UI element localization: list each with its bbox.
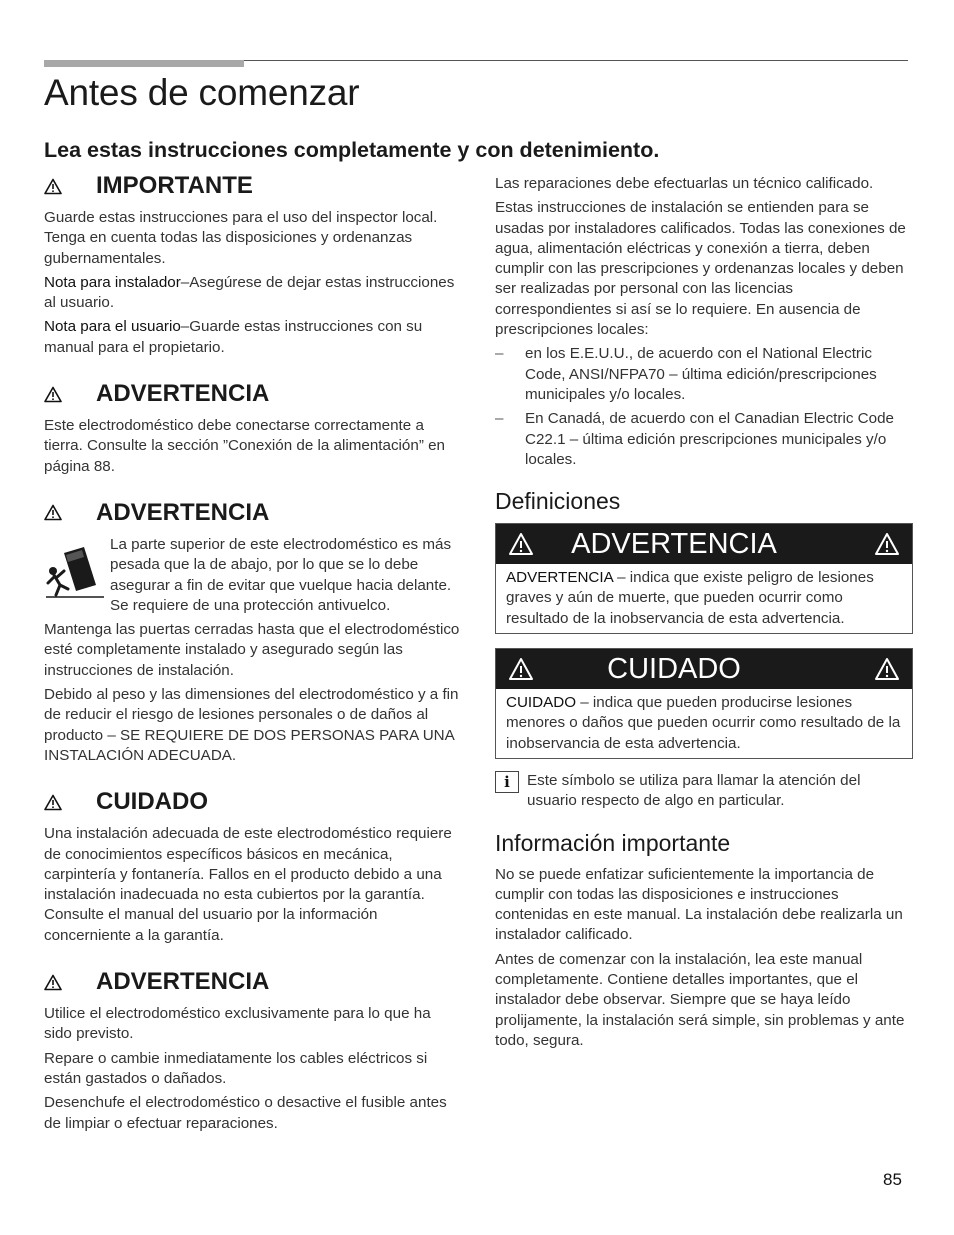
advertencia2-text-3: Debido al peso y las dimensiones del electrodoméstico y a fin de reducir el riesgo de lesiones personales o de daños al producto – SE REQUIERE DE DOS PERSONAS PARA UNA INSTALACIÓN ADECUADA. [44,686,459,764]
advertencia1-text: Este electrodoméstico debe conectarse correctamente a tierra. Consulte la sección ”Conexión de la alimentación” en página 88. [44,417,445,475]
advertencia-definition-text: – indica que existe peligro de lesiones graves y aún de muerte, que pueden ocurrir como resultado de la inobservancia de esta advertencia. [506,569,874,627]
cuidado-heading-label: CUIDADO [96,788,208,816]
warning-triangle-icon [508,532,534,556]
importante-text: Guarde estas instrucciones para el uso del inspector local. Tenga en cuenta todas las disposiciones y ordenanzas gubernamentales. [44,209,438,267]
nota-instalador-text: –Asegúrese de dejar estas instrucciones al usuario. [44,273,455,312]
warning-triangle-icon [44,386,62,403]
tipover-text: La parte superior de este electrodoméstico es más pesada que la de abajo, por lo que se lo debe asegurar a fin de evitar que vuelque hacia delante. Se requiere de una protección antivuelco. [110,535,452,614]
nota-instalador [44,273,462,314]
cuidado-definition-text: – indica que pueden producirse lesiones menores o daños que pueden ocurrir como resultado de la inobservancia de esta advertencia. [506,694,901,752]
informacion-text-1: No se puede enfatizar suficientemente la importancia de cumplir con todas las disposiciones e instrucciones contenidas en este manual. La instalación debe realizarla un instalador calificado. [495,865,903,944]
list-item: – En Canadá, de acuerdo con el Canadian Electric Code C22.1 – última edición prescripciones municipales y/o locales. [495,409,913,470]
prescripciones-list [495,344,913,470]
advertencia2-text-2: Mantenga las puertas cerradas hasta que el electrodoméstico esté completamente instalado y asegurado según las instrucciones de instalación. [44,621,460,679]
info-icon: i [495,771,519,793]
informacion-importante-heading: Información importante [495,829,731,856]
page-title: Antes de comenzar [44,72,360,113]
page-subtitle: Lea estas instrucciones completamente y con detenimiento. [44,138,660,162]
cuidado-text: Una instalación adecuada de este electrodoméstico requiere de conocimientos específicos básicos en mecánica, carpintería y fontanería. Fallos en el producto debido a una instalación inadecuada no esta cubiertos por la garantía. Consulte el manual del usuario por la información concerniente a la garantía. [44,825,452,944]
cuidado-banner [496,649,912,689]
list-item: – en los E.E.U.U., de acuerdo con el National Electric Code, ANSI/NFPA70 – última edición/prescripciones municipales y/o locales. [495,344,913,405]
nota-usuario-label: Nota para el usuario [44,318,181,336]
right-column [495,174,913,1055]
informacion-text-2: Antes de comenzar con la instalación, lea este manual completamente. Contiene detalles importantes, que el instalador debe observar. Siempre que se haya leído prolijamente, la instalación será simple, sin problemas y ante todo, segura. [495,950,905,1049]
reparaciones-text: Las reparaciones debe efectuarlas un técnico calificado. [495,175,874,192]
warning-triangle-icon [508,657,534,681]
tipover-warning [44,535,462,620]
info-symbol-text: Este símbolo se utiliza para llamar la atención del usuario respecto de algo en particular. [527,771,861,810]
advertencia3-text-1: Utilice el electrodoméstico exclusivamente para lo que ha sido previsto. [44,1005,431,1043]
advertencia-banner [496,524,912,564]
advertencia1-heading-label: ADVERTENCIA [96,380,270,408]
warning-triangle-icon [44,794,62,811]
cuidado-definition [496,689,912,758]
warning-triangle-icon [874,532,900,556]
cuidado-definition-box [495,648,913,759]
nota-instalador-label: Nota para instalador [44,273,181,291]
warning-triangle-icon [44,178,62,195]
nota-usuario [44,317,462,358]
advertencia3-heading [44,966,462,998]
cuidado-banner-label: CUIDADO [607,652,741,685]
advertencia3-text-3: Desenchufe el electrodoméstico o desactive el fusible antes de limpiar o efectuar reparaciones. [44,1094,447,1132]
nota-usuario-text: –Guarde estas instrucciones con su manual para el propietario. [44,318,423,356]
info-symbol-note [495,771,913,816]
left-column [44,170,462,1138]
warning-triangle-icon [44,974,62,991]
instrucciones-text: Estas instrucciones de instalación se entienden para se usadas por instaladores calificados. Todas las conexiones de agua, alimentación eléctricas y conexión a tierra, deben cumplir con las prescripciones y ordenanzas locales y deben ser realizadas por personal con las licencias correspondientes si así se lo requiere. En ausencia de prescripciones locales: [495,199,906,339]
advertencia3-heading-label: ADVERTENCIA [96,968,270,996]
advertencia3-text-2: Repare o cambie inmediatamente los cables eléctricos si están gastados o dañados. [44,1049,428,1087]
advertencia2-heading [44,497,462,529]
importante-heading [44,170,462,202]
cuidado-heading [44,786,462,818]
advertencia1-heading [44,378,462,410]
advertencia2-heading-label: ADVERTENCIA [96,498,270,526]
tip-over-hazard-icon [44,545,106,601]
advertencia-definition-box [495,523,913,634]
cuidado-term: CUIDADO [506,694,577,712]
page-number: 85 [883,1170,902,1189]
warning-triangle-icon [874,657,900,681]
advertencia-banner-label: ADVERTENCIA [571,527,777,560]
header-accent-bar [44,60,244,67]
advertencia-definition [496,564,912,633]
definiciones-heading: Definiciones [495,488,621,515]
importante-heading-label: IMPORTANTE [96,172,253,199]
warning-triangle-icon [44,504,62,521]
advertencia-term: ADVERTENCIA [506,569,613,587]
